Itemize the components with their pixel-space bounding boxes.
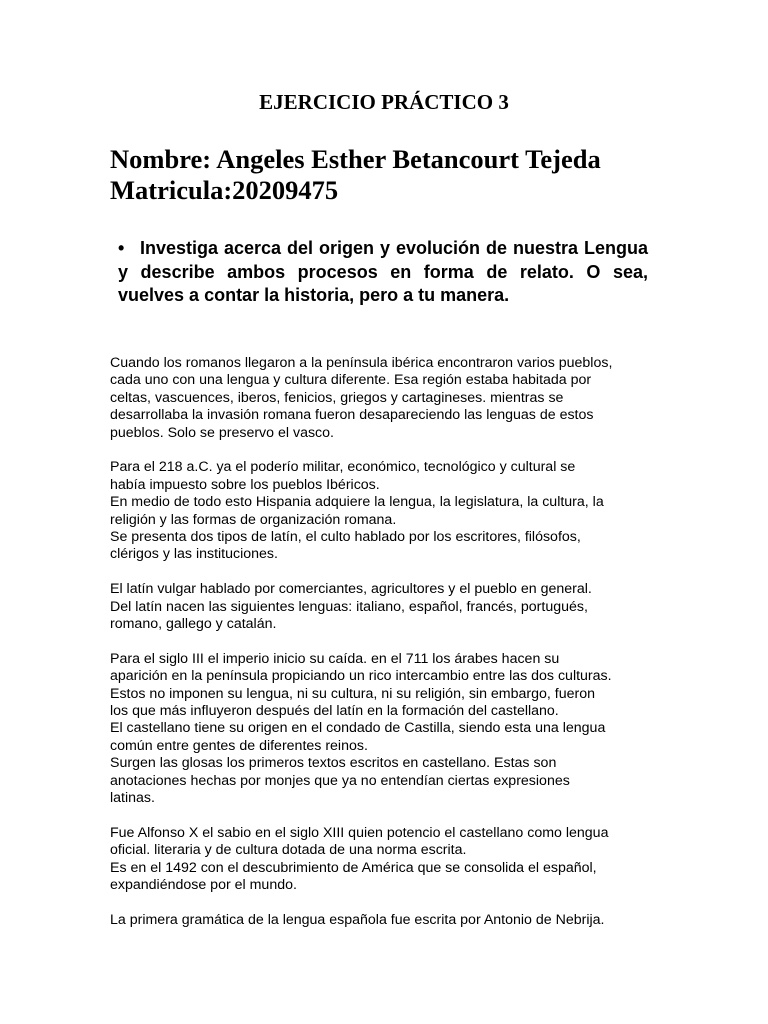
paragraph-line: Es en el 1492 con el descubrimiento de América que se consolida el español, <box>110 859 597 876</box>
paragraph-line: desarrollaba la invasión romana fueron desapareciendo las lenguas de estos <box>110 407 594 424</box>
paragraph-line: aparición en la península propiciando un rico intercambio entre las dos culturas. <box>110 668 612 685</box>
paragraph-line: oficial. literaria y de cultura dotada de una norma escrita. <box>110 842 467 859</box>
story-body <box>110 355 670 947</box>
document-title: EJERCICIO PRÁCTICO 3 <box>259 90 509 114</box>
student-id: Matricula:20209475 <box>110 175 339 205</box>
paragraph-line: Para el siglo III el imperio inicio su caída. en el 711 los árabes hacen su <box>110 650 560 667</box>
story-paragraph <box>110 912 670 929</box>
story-paragraph <box>110 825 670 895</box>
paragraph-line: cada uno con una lengua y cultura diferente. Esa región estaba habitada por <box>110 372 592 389</box>
paragraph-line: los que más influyeron después del latín en la formación del castellano. <box>110 703 559 720</box>
paragraph-line: expandiéndose por el mundo. <box>110 877 297 894</box>
bullet-icon: • <box>118 238 125 258</box>
student-name: Nombre: Angeles Esther Betancourt Tejeda <box>110 144 601 174</box>
paragraph-line: El latín vulgar hablado por comerciantes, agricultores y el pueblo en general. <box>110 581 592 598</box>
paragraph-line: En medio de todo esto Hispania adquiere la lengua, la legislatura, la cultura, la <box>110 494 604 511</box>
paragraph-line: Del latín nacen las siguientes lenguas: italiano, español, francés, portugués, <box>110 598 588 615</box>
paragraph-line: Cuando los romanos llegaron a la península ibérica encontraron varios pueblos, <box>110 355 613 371</box>
paragraph-line: Para el 218 a.C. ya el poderío militar, económico, tecnológico y cultural se <box>110 459 576 476</box>
paragraph-line: clérigos y las instituciones. <box>110 546 278 563</box>
paragraph-line: latinas. <box>110 790 155 807</box>
paragraph-line: La primera gramática de la lengua española fue escrita por Antonio de Nebrija. <box>110 911 605 928</box>
student-info <box>110 144 730 206</box>
story-paragraph <box>110 355 670 442</box>
paragraph-line: había impuesto sobre los pueblos Ibéricos. <box>110 476 380 493</box>
paragraph-line: religión y las formas de organización romana. <box>110 511 397 528</box>
paragraph-line: común entre gentes de diferentes reinos. <box>110 737 368 754</box>
paragraph-line: Fue Alfonso X el sabio en el siglo XIII quien potencio el castellano como lengua <box>110 824 609 841</box>
story-paragraph <box>110 581 670 633</box>
story-paragraph <box>110 459 670 563</box>
paragraph-line: El castellano tiene su origen en el condado de Castilla, siendo esta una lengua <box>110 720 606 737</box>
task-instruction <box>118 237 648 308</box>
paragraph-line: celtas, vascuences, iberos, fenicios, griegos y cartagineses. mientras se <box>110 389 564 406</box>
story-paragraph <box>110 651 670 808</box>
paragraph-line: anotaciones hechas por monjes que ya no entendían ciertas expresiones <box>110 772 570 789</box>
task-text: Investiga acerca del origen y evolución de nuestra Lengua y describe ambos procesos en forma de relato. O sea, vuelves a contar la historia, pero a tu manera. <box>118 238 648 305</box>
paragraph-line: pueblos. Solo se preservo el vasco. <box>110 424 334 441</box>
paragraph-line: Surgen las glosas los primeros textos escritos en castellano. Estas son <box>110 755 557 772</box>
paragraph-line: romano, gallego y catalán. <box>110 616 277 633</box>
paragraph-line: Se presenta dos tipos de latín, el culto hablado por los escritores, filósofos, <box>110 529 581 546</box>
paragraph-line: Estos no imponen su lengua, ni su cultura, ni su religión, sin embargo, fueron <box>110 685 596 702</box>
